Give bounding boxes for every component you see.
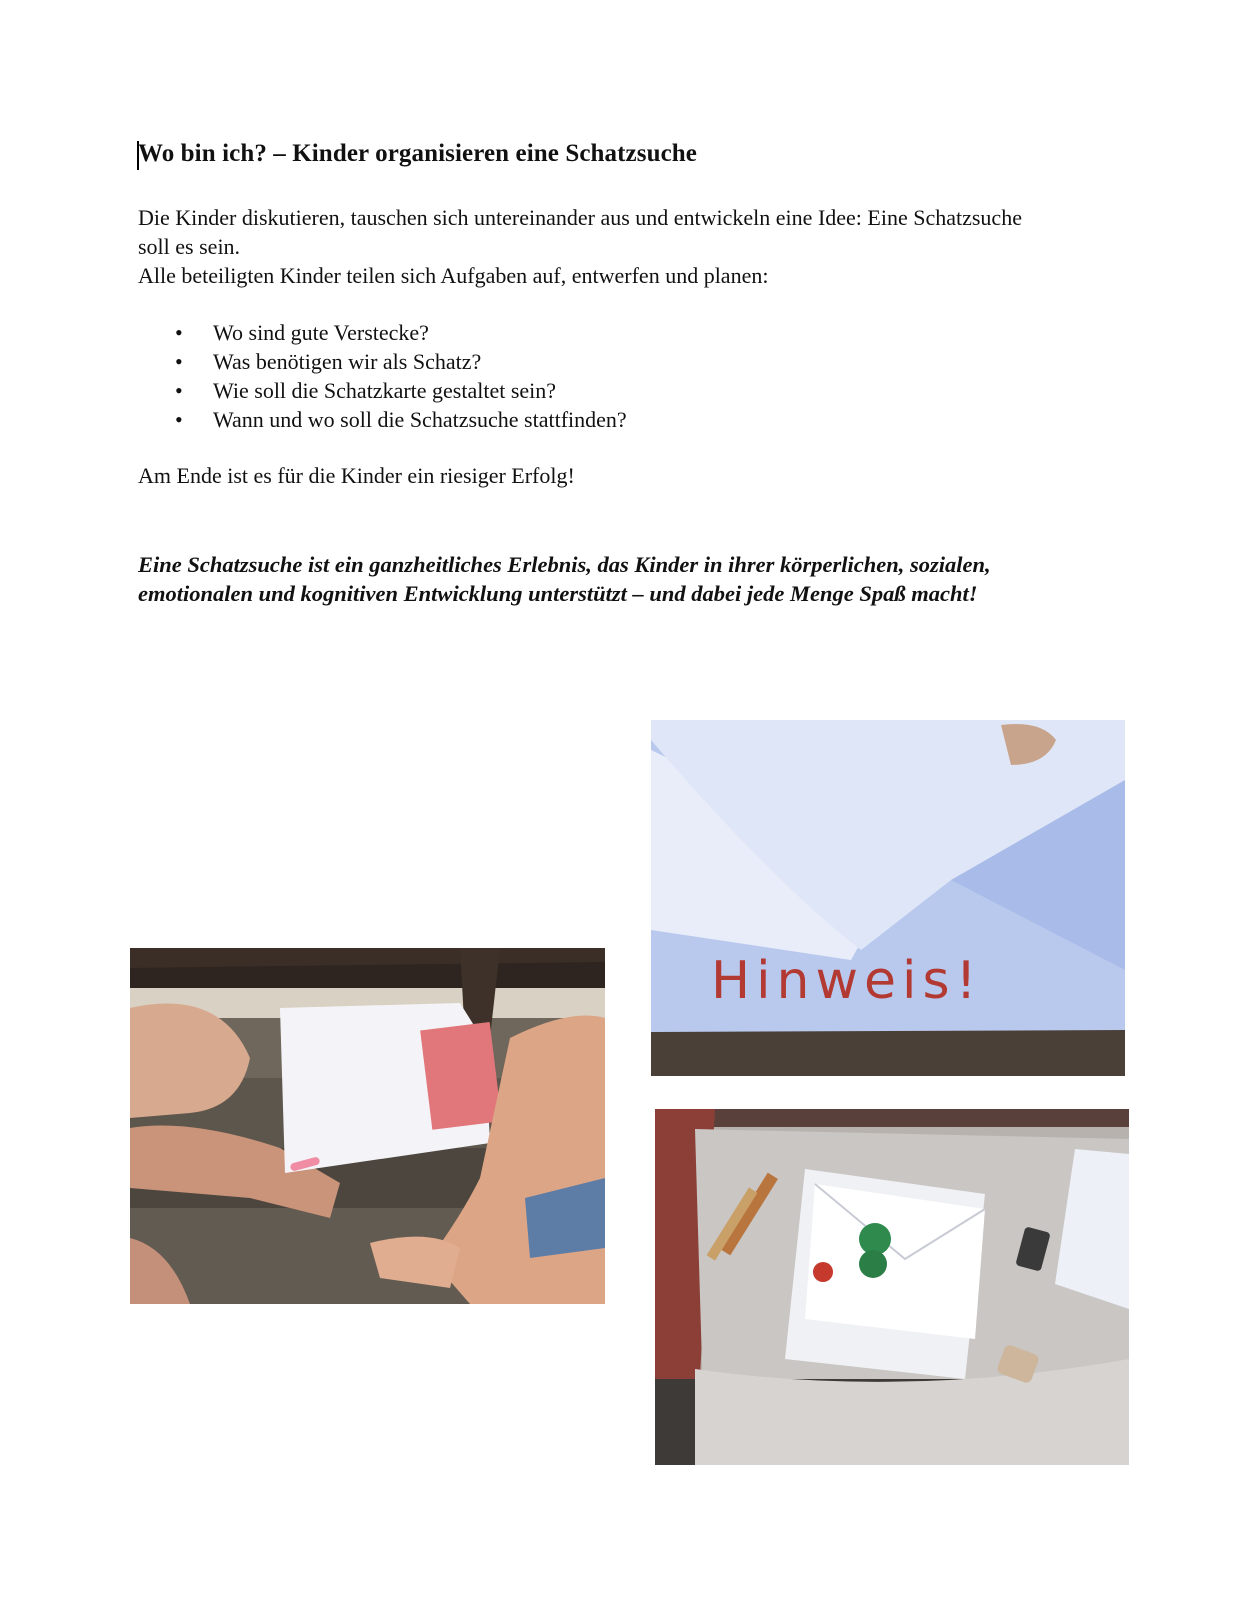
- ending-sentence: Am Ende ist es für die Kinder ein riesiger Erfolg!: [138, 463, 575, 488]
- bullet-icon: •: [175, 407, 183, 432]
- list-item: • Wo sind gute Verstecke?: [175, 320, 429, 345]
- intro-line-2: Alle beteiligten Kinder teilen sich Aufgaben auf, entwerfen und planen:: [138, 263, 769, 288]
- intro-paragraph: [138, 203, 1058, 290]
- list-item: • Was benötigen wir als Schatz?: [175, 349, 482, 374]
- list-item: • Wann und wo soll die Schatzsuche stattfinden?: [175, 407, 627, 432]
- bullet-icon: •: [175, 378, 183, 403]
- planning-questions-list: [138, 318, 627, 434]
- photo-sealed-envelopes: [655, 1109, 1129, 1465]
- list-item: • Wie soll die Schatzkarte gestaltet sein?: [175, 378, 557, 403]
- envelope-handwriting: Hinweis!: [711, 951, 983, 1011]
- bullet-icon: •: [175, 320, 183, 345]
- page-title: Wo bin ich? – Kinder organisieren eine Schatzsuche: [138, 140, 697, 167]
- bullet-icon: •: [175, 349, 183, 374]
- photo-hint-envelope: [651, 720, 1125, 1076]
- photo-children-drawing-map: [130, 948, 605, 1304]
- highlight-quote: Eine Schatzsuche ist ein ganzheitliches Erlebnis, das Kinder in ihrer körperlichen, sozialen, emotionalen und kognitiven Entwicklung unterstützt – und dabei jede Menge Spaß macht!: [138, 552, 991, 606]
- intro-line-1: Die Kinder diskutieren, tauschen sich untereinander aus und entwickeln eine Idee: Eine Schatzsuche soll es sein.: [138, 205, 1022, 259]
